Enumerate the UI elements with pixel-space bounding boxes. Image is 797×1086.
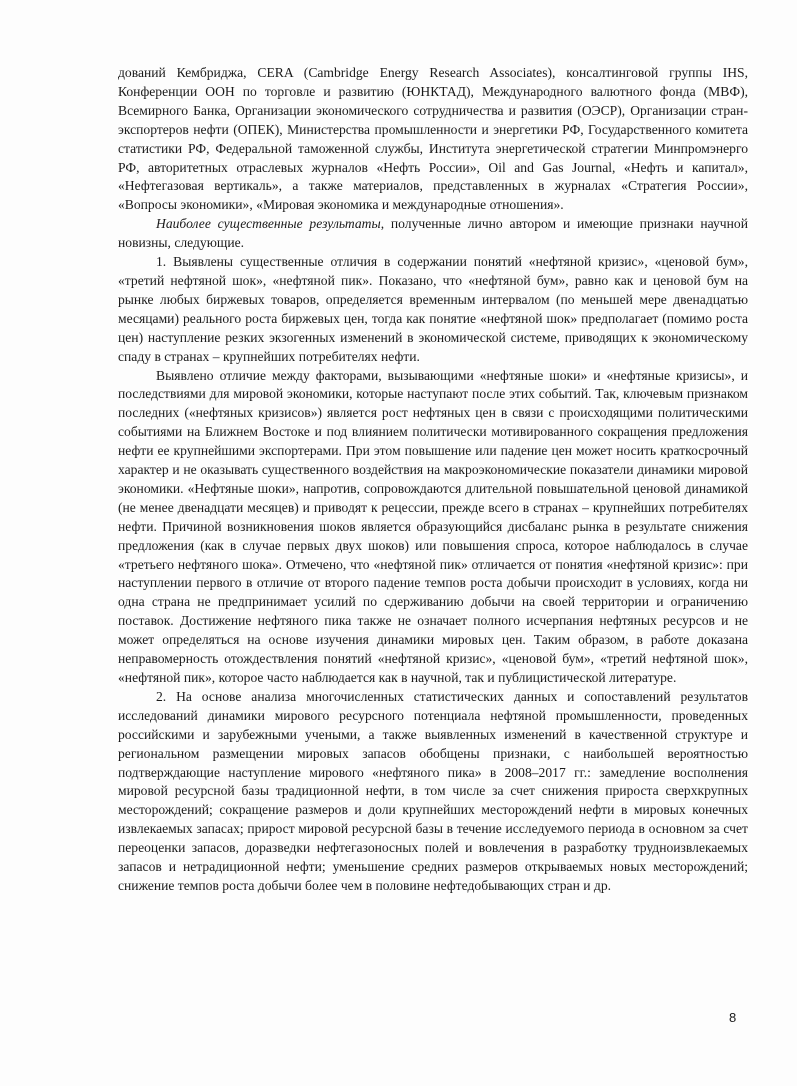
results-intro-italic: Наиболее существенные результаты xyxy=(156,216,381,232)
body-text xyxy=(118,64,748,896)
result-item-2: 2. На основе анализа многочисленных статистических данных и сопоставлений результатов исследований динамики мирового ресурсного потенциала нефтяной промышленности, проведенных российскими и зарубежными учеными, а также выявленных изменений в качественной структуре и региональном размещении мировых запасов обобщены признаки, с наибольшей вероятностью подтверждающие наступление мирового «нефтяного пика» в 2008–2017 гг.: замедление восполнения мировой ресурсной базы традиционной нефти, в том числе за счет снижения прироста сверхкрупных месторождений; сокращение размеров и доли крупнейших месторождений нефти в мировых конечных извлекаемых запасах; прирост мировой ресурсной базы в течение исследуемого периода в основном за счет переоценки запасов, доразведки нефтегазоносных полей и вовлечения в разработку трудноизвлекаемых запасов и нетрадиционной нефти; уменьшение средних размеров открываемых новых месторождений; снижение темпов роста добычи более чем в половине нефтедобывающих стран и др. xyxy=(118,688,748,893)
page-number: 8 xyxy=(729,1010,737,1025)
intro-paragraph: дований Кембриджа, CERA (Cambridge Energy Research Associates), консалтинговой группы IHS, Конференции ООН по торговле и развитию (ЮНКТАД), Международного валютного фонда (МВФ), Всемирного Банка, Организации экономического сотрудничества и развития (ОЭСР), Организации стран-экспортеров нефти (ОПЕК), Министерства промышленности и энергетики РФ, Государственного комитета статистики РФ, Федеральной таможенной службы, Института энергетической стратегии Минпромэнерго РФ, авторитетных отраслевых журналов «Нефть России», Oil and Gas Journal, «Нефть и капитал», «Нефтегазовая вертикаль», а также материалов, представленных в журналах «Стратегия России», «Вопросы экономики», «Мировая экономика и международные отношения». xyxy=(118,65,748,213)
results-intro-rest: , полученные лично автором и имеющие признаки научной новизны, следующие. xyxy=(118,216,748,251)
results-intro-paragraph xyxy=(118,215,748,253)
differences-paragraph: Выявлено отличие между факторами, вызывающими «нефтяные шоки» и «нефтяные кризисы», и последствиями для мировой экономики, которые наступают после этих событий. Так, ключевым признаком последних («нефтяных кризисов») является рост нефтяных цен в связи с происходящими политическими событиями на Ближнем Востоке и под влиянием политически мотивированного сокращения предложения нефти ее крупнейшими экспортерами. При этом повышение или падение цен может носить краткосрочный характер и не оказывать существенного воздействия на макроэкономические показатели динамики мировой экономики. «Нефтяные шоки», напротив, сопровождаются длительной повышательной ценовой динамикой (не менее двенадцати месяцев) и приводят к рецессии, прежде всего в странах – крупнейших потребителях нефти. Причиной возникновения шоков является образующийся дисбаланс рынка в результате снижения предложения (как в случае первых двух шоков) или повышения спроса, которое наблюдалось в случае «третьего нефтяного шока». Отмечено, что «нефтяной пик» отличается от понятия «нефтяной кризис»: при наступлении первого в отличие от второго падение темпов роста добычи происходит в условиях, когда ни одна страна не предпринимает усилий по сдерживанию добычи на своей территории и ограничению поставок. Достижение нефтяного пика также не означает полного исчерпания нефтяных ресурсов и не может определяться на основе изучения динамики мировых цен. Таким образом, в работе доказана неправомерность отождествления понятий «нефтяной кризис», «ценовой бум», «третий нефтяной шок», «нефтяной пик», которое часто наблюдается как в научной, так и публицистической литературе. xyxy=(118,367,748,685)
result-item-1: 1. Выявлены существенные отличия в содержании понятий «нефтяной кризис», «ценовой бум», «третий нефтяной шок», «нефтяной пик». Показано, что «нефтяной бум», равно как и ценовой бум на рынке любых биржевых товаров, определяется временным интервалом (по меньшей мере двенадцатью месяцами) реального роста биржевых цен, тогда как понятие «нефтяной шок» предполагает (помимо роста цен) наступление резких экзогенных изменений в экономической системе, приводящих к экономическому спаду в странах – крупнейших потребителях нефти. xyxy=(118,254,748,364)
